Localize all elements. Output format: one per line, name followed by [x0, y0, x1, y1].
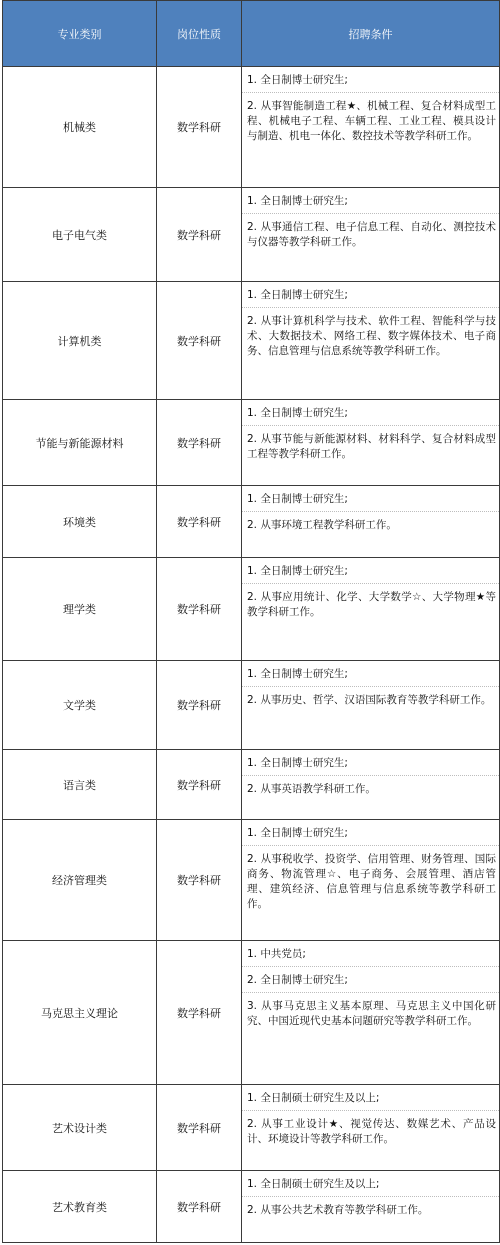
- table-row: [3, 1171, 500, 1243]
- major-category-cell: 机械类: [3, 67, 157, 188]
- major-category-cell: 经济管理类: [3, 820, 157, 941]
- requirement-item: 1. 全日制博士研究生;: [247, 195, 348, 207]
- table-row: [3, 282, 500, 400]
- table-row: [3, 188, 500, 282]
- requirement-item: 1. 全日制博士研究生;: [247, 74, 348, 86]
- recruitment-table: [2, 0, 500, 1243]
- position-nature-cell: 数学科研: [157, 486, 242, 558]
- position-nature-cell: 数学科研: [157, 67, 242, 188]
- table-row: [3, 941, 500, 1085]
- table-row: [3, 558, 500, 661]
- major-category-cell: 文学类: [3, 661, 157, 750]
- requirement-item: 1. 全日制博士研究生;: [247, 827, 348, 839]
- position-nature-cell: 数学科研: [157, 188, 242, 282]
- requirement-item: 2. 从事税收学、投资学、信用管理、财务管理、国际商务、物流管理☆、电子商务、会展管理、酒店管理、建筑经济、信息管理与信息系统等教学科研工作。: [242, 845, 499, 916]
- major-category-cell: 语言类: [3, 750, 157, 820]
- position-nature-cell: 数学科研: [157, 1085, 242, 1171]
- position-nature-cell: 数学科研: [157, 820, 242, 941]
- requirement-item: 1. 全日制硕士研究生及以上;: [247, 1178, 380, 1190]
- requirements-cell: [242, 558, 500, 661]
- requirements-cell: [242, 1171, 500, 1243]
- table-row: [3, 750, 500, 820]
- requirement-item: 2. 从事历史、哲学、汉语国际教育等教学科研工作。: [242, 686, 499, 712]
- requirements-cell: [242, 941, 500, 1085]
- requirement-item: 2. 从事计算机科学与技术、软件工程、智能科学与技术、大数据技术、网络工程、数字媒体技术、电子商务、信息管理与信息系统等教学科研工作。: [242, 307, 499, 363]
- position-nature-cell: 数学科研: [157, 1171, 242, 1243]
- requirement-item: 1. 全日制博士研究生;: [247, 757, 348, 769]
- requirement-item: 2. 从事通信工程、电子信息工程、自动化、测控技术与仪器等教学科研工作。: [242, 213, 499, 254]
- major-category-cell: 节能与新能源材料: [3, 400, 157, 486]
- major-category-cell: 马克思主义理论: [3, 941, 157, 1085]
- requirements-cell: [242, 282, 500, 400]
- table-body: [3, 67, 500, 1243]
- requirements-cell: [242, 188, 500, 282]
- requirements-cell: [242, 67, 500, 188]
- header-position-nature: 岗位性质: [157, 1, 242, 67]
- requirements-cell: [242, 400, 500, 486]
- requirement-item: 3. 从事马克思主义基本原理、马克思主义中国化研究、中国近现代史基本问题研究等教学科研工作。: [242, 992, 499, 1033]
- table-row: [3, 661, 500, 750]
- major-category-cell: 电子电气类: [3, 188, 157, 282]
- requirement-item: 1. 全日制博士研究生;: [247, 565, 348, 577]
- header-major-category: 专业类别: [3, 1, 157, 67]
- requirement-item: 1. 全日制博士研究生;: [247, 668, 348, 680]
- table-row: [3, 486, 500, 558]
- major-category-cell: 计算机类: [3, 282, 157, 400]
- position-nature-cell: 数学科研: [157, 400, 242, 486]
- requirement-item: 2. 从事英语教学科研工作。: [242, 775, 499, 801]
- major-category-cell: 艺术设计类: [3, 1085, 157, 1171]
- table-row: [3, 67, 500, 188]
- position-nature-cell: 数学科研: [157, 282, 242, 400]
- major-category-cell: 理学类: [3, 558, 157, 661]
- position-nature-cell: 数学科研: [157, 558, 242, 661]
- requirement-item: 1. 全日制硕士研究生及以上;: [247, 1092, 380, 1104]
- requirement-item: 2. 从事应用统计、化学、大学数学☆、大学物理★等教学科研工作。: [242, 583, 499, 624]
- requirements-cell: [242, 661, 500, 750]
- major-category-cell: 艺术教育类: [3, 1171, 157, 1243]
- position-nature-cell: 数学科研: [157, 750, 242, 820]
- position-nature-cell: 数学科研: [157, 661, 242, 750]
- requirements-cell: [242, 750, 500, 820]
- header-row: [3, 1, 500, 67]
- requirement-item: 2. 从事公共艺术教育等教学科研工作。: [242, 1196, 499, 1222]
- requirement-item: 2. 全日制博士研究生;: [242, 966, 499, 992]
- requirement-item: 1. 全日制博士研究生;: [247, 407, 348, 419]
- table-row: [3, 400, 500, 486]
- header-requirements: 招聘条件: [242, 1, 500, 67]
- requirement-item: 2. 从事智能制造工程★、机械工程、复合材料成型工程、机械电子工程、车辆工程、工业工程、模具设计与制造、机电一体化、数控技术等教学科研工作。: [242, 92, 499, 148]
- requirements-cell: [242, 486, 500, 558]
- table-row: [3, 1085, 500, 1171]
- requirement-item: 2. 从事工业设计★、视觉传达、数媒艺术、产品设计、环境设计等教学科研工作。: [242, 1110, 499, 1151]
- requirement-item: 1. 全日制博士研究生;: [247, 289, 348, 301]
- position-nature-cell: 数学科研: [157, 941, 242, 1085]
- requirement-item: 1. 全日制博士研究生;: [247, 493, 348, 505]
- table-row: [3, 820, 500, 941]
- requirement-item: 2. 从事环境工程教学科研工作。: [242, 511, 499, 537]
- major-category-cell: 环境类: [3, 486, 157, 558]
- requirements-cell: [242, 820, 500, 941]
- requirement-item: 1. 中共党员;: [247, 948, 306, 960]
- requirement-item: 2. 从事节能与新能源材料、材料科学、复合材料成型工程等教学科研工作。: [242, 425, 499, 466]
- requirements-cell: [242, 1085, 500, 1171]
